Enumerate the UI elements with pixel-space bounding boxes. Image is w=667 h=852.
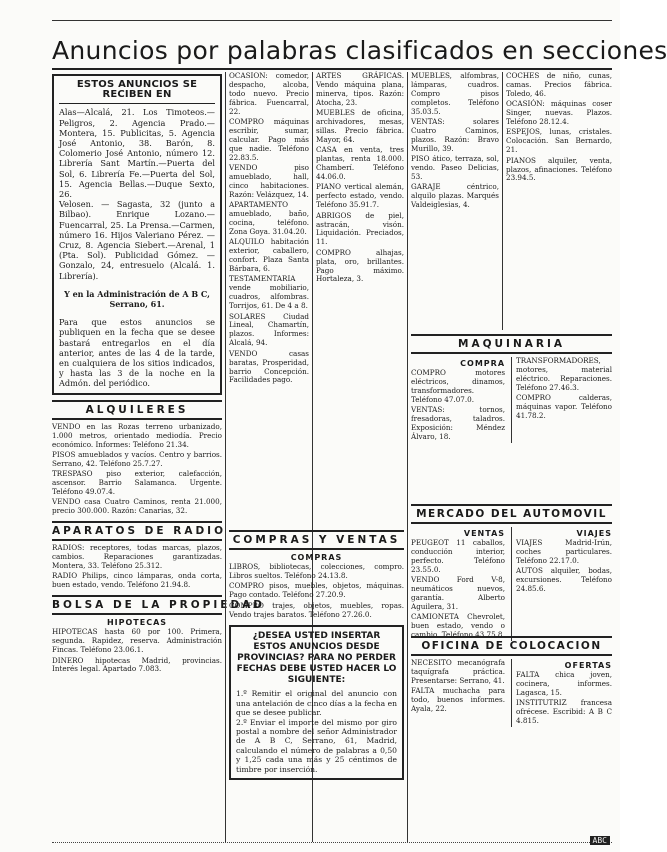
classified-ad: ABRIGOS de piel, astracán, visón. Liquidación. Preciados, 11. — [316, 210, 404, 247]
classified-ad: HIPOTECAS hasta 60 por 100. Primera, segunda. Rapidez, reserva. Administración Fincas. Teléfono 23.06.1. — [52, 627, 222, 655]
classified-ad: CAMIONETA Chevrolet, buen estado, vendo o cambio. Teléfono 43.75.8. — [411, 612, 506, 640]
classified-ad: PIANOS alquiler, venta, plazos, afinaciones. Teléfono 23.94.5. — [506, 155, 612, 183]
section-heading-bolsa: BOLSA DE LA PROPIEDAD — [52, 595, 222, 615]
classified-ad: VENDO casa Cuatro Caminos, renta 21.000, precio 300.000. Razón: Canarias, 32. — [52, 497, 222, 516]
classified-ad: COMPRO pisos, muebles, objetos, máquinas. Pago contado. Teléfono 27.20.9. — [229, 581, 404, 600]
classified-ad: PEUGEOT 11 caballos, conducción interior, perfecto. Teléfono 23.55.0. — [411, 538, 506, 574]
classified-ad: OCASIÓN: máquinas coser Singer, nuevas. Plazos. Teléfono 28.12.4. — [506, 99, 612, 127]
subheading-ofertas: OFERTAS — [564, 661, 612, 670]
classified-ad: TESTAMENTARIA vende mobiliario, cuadros, alfombras. Torrijos, 61. De 4 a 8. — [229, 274, 309, 311]
classified-ad: ARTES GRÁFICAS. Vendo máquina plana, minerva, tipos. Razón: Atocha, 23. — [316, 71, 404, 107]
colocacion-columns — [411, 659, 612, 727]
classified-ad: CASA en venta, tres plantas, renta 18.000. Chamberí. Teléfono 44.06.0. — [316, 145, 404, 181]
classified-ad: APARTAMENTO amueblado, baño, cocina, teléfono. Zona Goya. 31.04.20. — [229, 200, 309, 236]
subheading-hipotecas: HIPOTECAS — [106, 618, 168, 628]
provinces-notice — [229, 625, 404, 780]
classified-ad: COMPRO alhajas, plata, oro, brillantes. Pago máximo. Hortaleza, 3. — [316, 247, 404, 284]
classified-ad: GARAJE céntrico, alquilo plazas. Marqués Valdeiglesias, 4. — [411, 182, 499, 210]
receipt-box-text: Alas—Alcalá, 21. Los Timoteos.—Peligros, 2. Agencia Prado.—Montera, 15. Publicitas, 5. Agencia José Antonio, 38. Barón, 8. Colomerio José Antonio, número 12. Librería Sant Martín.—Puerta del Sol, 6. Librería Fe.—Puerta del Sol, 15. Agencia Bellas.—Duque Sexto, 26. Velosen. — Sagasta, 32 (junto a Bilbao). Enrique Lozano.—Fuencarral, 25. La Prensa.—Carmen, número 16. Hijos Valeriano Pérez. — Cruz, 8. Agencia Siebert.—Arenal, 1 (Pta. Sol). Publicidad Gómez. — Gonzalo, 24, entresuelo (Alcalá. 1. Librería). — [59, 107, 215, 281]
classified-ad: COMPRO trajes, objetos, muebles, ropas. Vendo trajes baratos. Teléfono 27.26.0. — [229, 600, 404, 619]
classified-ad: NECESITO mecanógrafa taquígrafa práctica. Presentarse: Serrano, 41. — [411, 658, 506, 685]
receipt-box-heading: ESTOS ANUNCIOS SE RECIBEN EN — [59, 80, 215, 104]
column-5 — [506, 72, 612, 330]
classified-ad: MUEBLES, alfombras, lámparas, cuadros. Compro pisos completos. Teléfono 35.03.5. — [411, 71, 499, 116]
subheading-compra: COMPRA — [460, 359, 506, 368]
classified-ad: RADIO Philips, cinco lámparas, onda corta, buen estado, vendo. Teléfono 21.94.8. — [52, 571, 222, 590]
footer-code: ABC — [590, 836, 610, 845]
classified-ad: VENDO en las Rozas terreno urbanizado, 1.000 metros, orientado mediodía. Precio económico. Informes: Teléfono 21.34. — [52, 421, 222, 449]
receipt-box — [52, 74, 222, 395]
subheading-viajes: VIAJES — [576, 529, 612, 538]
column-1 — [52, 72, 266, 842]
classified-ad: VENDO piso amueblado, hall, cinco habitaciones. Razón: Velázquez, 14. — [229, 163, 309, 199]
section-heading-maquinaria: MAQUINARIA — [411, 334, 612, 354]
classified-ad: COMPRO máquinas escribir, sumar, calcular. Pago más que nadie. Teléfono 22.83.5. — [229, 117, 309, 162]
automovil-block — [411, 504, 612, 640]
maquinaria-right — [511, 357, 612, 443]
provinces-notice-text: 1.º Remitir el original del anuncio con una antelación de cinco días a la fecha en que se desee publicar. 2.º Enviar el importe del mismo por giro postal a nombre del señor Administrador de A B C, Serrano, 61, Madrid, calculando el número de palabras a 0,50 y 1,25 cada una más y 25 céntimos de timbre por inserción. — [236, 689, 397, 774]
classified-ad: TRESPASO piso exterior, calefacción, ascensor. Barrio Salamanca. Urgente. Teléfono 49.07.4. — [52, 469, 222, 497]
colocacion-left — [411, 659, 505, 727]
provinces-notice-heading: ¿DESEA USTED INSERTAR ESTOS ANUNCIOS DESDE PROVINCIAS? PARA NO PERDER FECHAS DEBE USTED HACER LO SIGUIENTE: — [236, 631, 397, 686]
classified-ad: ALQUILO habitación exterior, caballero, confort. Plaza Santa Bárbara, 6. — [229, 237, 309, 274]
classified-ad: TRANSFORMADORES, motores, material eléctrico. Reparaciones. Teléfono 27.46.3. — [516, 356, 612, 392]
classified-ad: SOLARES Ciudad Lineal, Chamartín, plazos. Informes: Alcalá, 94. — [229, 311, 309, 348]
maquinaria-block — [411, 334, 612, 504]
classified-ad: LIBROS, bibliotecas, colecciones, compro. Libros sueltos. Teléfono 24.13.8. — [229, 562, 404, 580]
subheading-ventas: VENTAS — [463, 529, 506, 538]
section-heading-colocacion: OFICINA DE COLOCACION — [411, 636, 612, 656]
receipt-box-footer: Y en la Administración de A B C, Serrano, 61. — [64, 288, 210, 310]
classified-ad: AUTOS alquiler, bodas, excursiones. Teléfono 24.85.6. — [516, 566, 612, 594]
classified-ad: DINERO hipotecas Madrid, provincias. Interés legal. Apartado 7.083. — [52, 655, 222, 674]
classified-ad: ESPEJOS, lunas, cristales. Colocación. San Bernardo, 21. — [506, 127, 612, 155]
receipt-box-note: Para que estos anuncios se publiquen en la fecha que se desee bastará entregarlos en el día anterior, antes de las 4 de la tarde, en cualquiera de los sitios indicados, y hasta las 3 de la noche en la Admón. del periódico. — [59, 317, 215, 389]
automovil-right — [511, 527, 612, 641]
classified-ad: INSTITUTRIZ francesa ofrécese. Escribid: A B C 4.815. — [516, 698, 612, 726]
classified-ad: PISOS amueblados y vacíos. Centro y barrios. Serrano, 42. Teléfono 25.7.27. — [52, 449, 222, 468]
subheading-compras: COMPRAS — [290, 553, 343, 562]
automovil-left — [411, 527, 505, 641]
classified-ad: PIANO vertical alemán, perfecto estado, vendo. Teléfono 35.91.7. — [316, 182, 404, 210]
classified-ad: OCASION: comedor, despacho, alcoba, todo nuevo. Precio fábrica. Fuencarral, 22. — [229, 71, 309, 116]
colocacion-right — [511, 659, 612, 727]
classified-ad: MUEBLES de oficina, archivadores, mesas, sillas. Precio fábrica. Mayor, 64. — [316, 108, 404, 144]
classified-ad: PISO ático, terraza, sol, vendo. Paseo Delicias, 53. — [411, 154, 499, 181]
classified-ad: FALTA chica joven, cocinera, informes. Lagasca, 15. — [516, 670, 612, 697]
title-rule — [52, 68, 612, 70]
column-divider — [502, 72, 503, 330]
classified-ad: COMPRO calderas, máquinas vapor. Teléfono 41.78.2. — [516, 393, 612, 420]
section-heading-compras: COMPRAS Y VENTAS — [229, 530, 404, 550]
colocacion-block — [411, 636, 612, 842]
bottom-rule — [52, 842, 612, 843]
classified-ad: FALTA muchacha para todo, buenos informes. Ayala, 22. — [411, 686, 506, 714]
section-heading-aparatos: APARATOS DE RADIO — [52, 521, 222, 541]
classified-ad: VENDO casas baratas, Prosperidad, barrio Concepción. Facilidades pago. — [229, 348, 309, 385]
top-rule — [52, 20, 612, 22]
classified-ad: RADIOS: receptores, todas marcas, plazos, cambios. Reparaciones garantizadas. Montera, 33. Teléfono 25.312. — [52, 543, 222, 571]
classified-ad: VIAJES Madrid-Irún, coches particulares. Teléfono 22.17.0. — [516, 538, 612, 565]
page-title: Anuncios por palabras clasificados en secciones — [52, 36, 667, 65]
section-heading-automovil: MERCADO DEL AUTOMOVIL — [411, 504, 612, 524]
classified-ad: VENTAS: solares Cuatro Caminos, plazos. Razón: Bravo Murillo, 39. — [411, 117, 499, 153]
classified-ad: COMPRO motores eléctricos, dinamos, transformadores. Teléfono 47.07.0. — [411, 368, 506, 404]
section-heading-alquileres: ALQUILERES — [52, 400, 222, 420]
classified-ad: VENDO Ford V-8, neumáticos nuevos, garantía. Alberto Aguilera, 31. — [411, 575, 506, 611]
maquinaria-columns — [411, 357, 612, 443]
compras-ventas-block — [229, 530, 404, 842]
alquileres-ads — [52, 423, 222, 517]
automovil-columns — [411, 527, 612, 641]
column-divider — [225, 72, 226, 842]
classified-ad: VENTAS: tornos, fresadoras, taladros. Exposición: Méndez Álvaro, 18. — [411, 405, 506, 441]
column-divider — [407, 72, 408, 842]
classified-ad: COCHES de niño, cunas, camas. Precios fábrica. Toledo, 46. — [506, 71, 612, 98]
maquinaria-left — [411, 357, 505, 443]
